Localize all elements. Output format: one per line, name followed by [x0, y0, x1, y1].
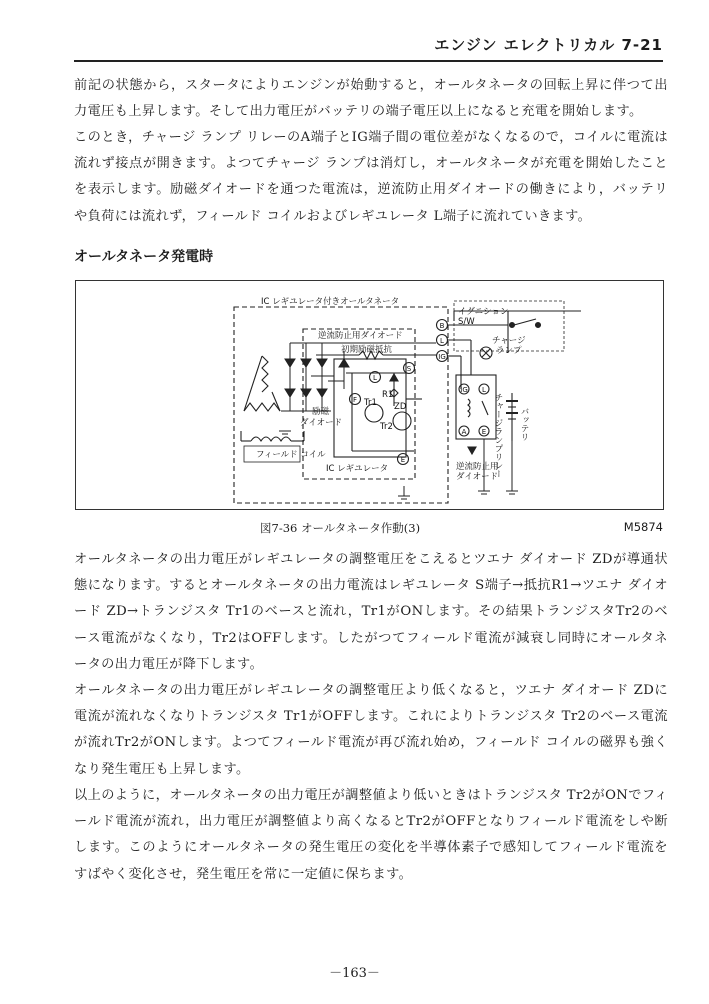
header-title: エンジン エレクトリカル 7-21 — [434, 36, 663, 54]
relay-terminal-a: A — [461, 428, 467, 436]
circuit-figure — [75, 280, 664, 510]
terminal-b: B — [439, 322, 445, 330]
terminal-f: F — [352, 396, 358, 404]
paragraph-4: オールタネータの出力電圧がレギユレータの調整電圧より低くなると，ツエナ ダイオード ZDに電流が流れなくなりトランジスタ Tr1がOFFします。これによりトランジスタ Tr2のベース電流が流れTr2がONします。よつてフィールド電流が再び流れ始め，フィールド コイルの磁界も強くなり発生電圧も上昇します。 — [74, 683, 668, 777]
terminal-e: E — [400, 456, 406, 464]
label-tr1: Tr1 — [364, 398, 377, 408]
terminal-l2: L — [373, 374, 377, 382]
page-header — [74, 30, 663, 62]
paragraph-1: 前記の状態から，スタータによりエンジンが始動すると，オールタネータの回転上昇に伴つて出力電圧も上昇します。そして出力電圧がバッテリの端子電圧以上になると充電を開始します。 — [74, 78, 668, 120]
relay-terminal-e: E — [481, 428, 487, 436]
label-field-coil: フィールド コイル — [256, 450, 326, 460]
label-initial-resistor: 初期励磁抵抗 — [341, 345, 393, 355]
section-title: オールタネータ発電時 — [74, 249, 214, 265]
paragraph-5: 以上のように，オールタネータの出力電圧が調整値より低いときはトランジスタ Tr2がONでフィールド電流が流れ，出力電圧が調整値より高くなるとTr2がOFFとなりフィールド電流をしや断します。このようにオールタネータの発生電圧の変化を半導体素子で感知してフィールド電流をすばやく変化させ，発生電圧を常に一定値に保ちます。 — [74, 788, 668, 882]
label-ic-regulator: IC レギユレータ — [326, 464, 389, 474]
label-excitation-diode: 励磁ダイオード — [300, 407, 343, 428]
paragraph-3: オールタネータの出力電圧がレギユレータの調整電圧をこえるとツエナ ダイオード ZDが導通状態になります。するとオールタネータの出力電流はレギユレータ S端子→抵抗R1→ツエナ ダイオード ZD→トランジスタ Tr1のベースと流れ，Tr1がONします。その結果トランジスタTr2のベース電流がなくなり，Tr2はOFFします。したがつてフィールド電流が減衰し同時にオールタネータの出力電圧が降下します。 — [74, 552, 668, 672]
relay-terminal-l: L — [482, 386, 486, 394]
page-number: －163－ — [329, 966, 380, 981]
label-battery: バッテリ — [519, 407, 529, 441]
paragraph-2: このとき，チャージ ランプ リレーのA端子とIG端子間の電位差がなくなるので，コイルに電流は流れず接点が開きます。よつてチャージ ランプは消灯し，オールタネータが充電を開始したことを表示します。励磁ダイオードを通つた電流は，逆流防止用ダイオードの働きにより，バッテリや負荷には流れず，フィールド コイルおよびレギユレータ L端子に流れていきます。 — [74, 130, 668, 224]
terminal-s: S — [406, 365, 412, 373]
figure-caption: 図7-36 オールタネータ作動(3) — [260, 521, 421, 535]
label-reverse-diode-2: 逆流防止用ダイオード — [456, 462, 499, 482]
label-r1: R1 — [382, 390, 394, 400]
label-reverse-diode: 逆流防止用ダイオード — [318, 331, 403, 341]
figure-id: M5874 — [623, 520, 663, 534]
terminal-l: L — [440, 337, 444, 345]
label-zd: ZD — [394, 402, 407, 412]
circuit-diagram — [76, 281, 665, 511]
terminal-ig: IG — [438, 353, 446, 361]
relay-terminal-ig: IG — [460, 386, 468, 394]
label-ic-regulator-alternator: IC レギユレータ付きオールタネータ — [261, 297, 400, 307]
label-tr2: Tr2 — [380, 422, 393, 432]
label-ignition-switch: イグニション S/W — [458, 307, 509, 327]
label-charge-lamp: チャージランプ — [492, 336, 526, 356]
label-charge-lamp-relay: チャージランプリレー — [493, 393, 503, 478]
